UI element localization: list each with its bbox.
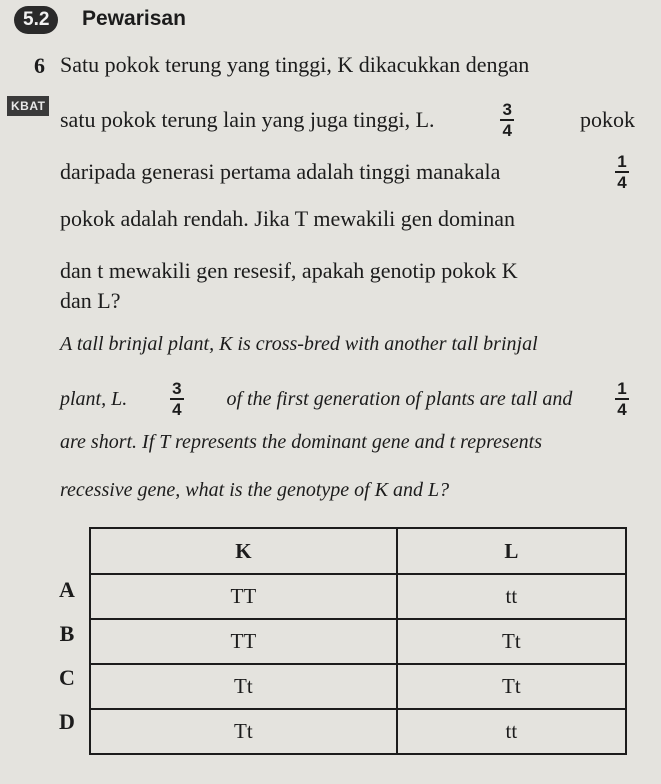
fraction-denominator: 4 (172, 400, 182, 419)
option-label-c[interactable]: C (59, 665, 75, 690)
english-line (60, 428, 635, 456)
fraction-numerator: 3 (172, 379, 182, 398)
table-header-row (90, 528, 626, 574)
text-segment: dan t mewakili gen resesif, apakah genotip pokok K (60, 258, 518, 283)
kbat-tag: KBAT (7, 96, 49, 116)
malay-line (60, 153, 635, 191)
column-header-l: L (397, 528, 626, 574)
table-row (90, 709, 626, 754)
table-row (90, 574, 626, 619)
text-segment: daripada generasi pertama adalah tinggi manakala (60, 159, 501, 184)
genotype-l-cell: tt (397, 709, 626, 754)
fraction (615, 153, 629, 191)
section-title: Pewarisan (82, 7, 186, 30)
malay-line (60, 257, 635, 285)
text-segment: recessive gene, what is the genotype of K and L? (60, 479, 450, 501)
text-segment: are short. If T represents the dominant gene and t represents (60, 431, 542, 453)
genotype-l-cell: tt (397, 574, 626, 619)
option-label-d[interactable]: D (59, 709, 75, 734)
genotype-k-cell: TT (90, 619, 397, 664)
question-number: 6 (34, 53, 45, 78)
option-label-b[interactable]: B (59, 621, 75, 646)
fraction (170, 380, 184, 418)
malay-line (60, 205, 635, 233)
text-segment: satu pokok terung lain yang juga tinggi, L. (60, 107, 435, 132)
genotype-k-cell: Tt (90, 664, 397, 709)
section-number-badge: 5.2 (14, 6, 58, 34)
text-segment: plant, L. (60, 388, 128, 410)
text-segment: A tall brinjal plant, K is cross-bred with another tall brinjal (60, 333, 538, 355)
answer-options-table (89, 527, 627, 755)
option-label-a[interactable]: A (59, 577, 75, 602)
english-line (60, 476, 635, 504)
malay-line (60, 287, 635, 315)
malay-line (60, 101, 635, 139)
fraction-denominator: 4 (617, 173, 627, 192)
fraction (500, 101, 514, 139)
text-segment: dan L? (60, 288, 121, 313)
text-segment: pokok (580, 107, 635, 132)
text-segment: Satu pokok terung yang tinggi, K dikacukkan dengan (60, 52, 530, 77)
genotype-k-cell: Tt (90, 709, 397, 754)
fraction-denominator: 4 (502, 121, 513, 140)
fraction-numerator: 1 (617, 379, 627, 398)
genotype-l-cell: Tt (397, 664, 626, 709)
text-segment: of the first generation of plants are tall and (226, 388, 573, 410)
fraction-denominator: 4 (617, 400, 627, 419)
english-line (60, 380, 635, 418)
fraction-numerator: 3 (502, 100, 513, 119)
fraction-numerator: 1 (617, 152, 627, 171)
text-segment: pokok adalah rendah. Jika T mewakili gen dominan (60, 206, 515, 231)
fraction (615, 380, 629, 418)
genotype-l-cell: Tt (397, 619, 626, 664)
table-row (90, 664, 626, 709)
malay-line (60, 51, 635, 79)
table-row (90, 619, 626, 664)
column-header-k: K (90, 528, 397, 574)
genotype-k-cell: TT (90, 574, 397, 619)
english-line (60, 330, 635, 358)
